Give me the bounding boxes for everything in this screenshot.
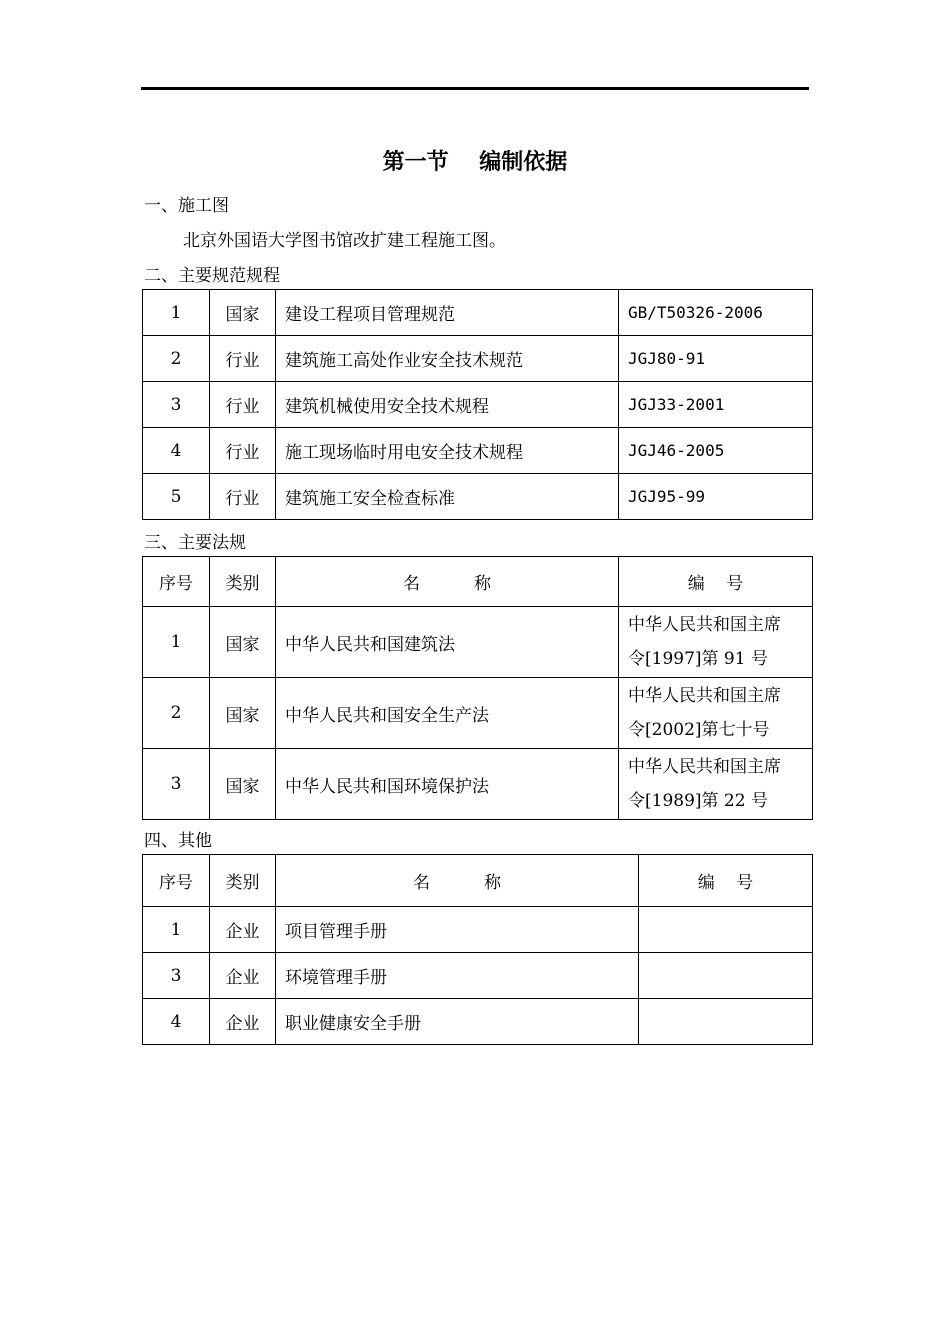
row-code xyxy=(619,749,813,820)
drawings-text: 北京外国语大学图书馆改扩建工程施工图。 xyxy=(183,231,506,251)
row-code-line1: 中华人民共和国主席 xyxy=(628,686,781,706)
table-row xyxy=(143,382,813,428)
header-rule xyxy=(141,87,809,90)
row-code: GB/T50326-2006 xyxy=(619,290,813,336)
row-number: 2 xyxy=(143,678,210,749)
row-number: 4 xyxy=(143,999,210,1045)
row-category: 国家 xyxy=(210,290,276,336)
row-code xyxy=(619,678,813,749)
row-name: 建筑机械使用安全技术规程 xyxy=(276,382,619,428)
row-code xyxy=(619,607,813,678)
table-row xyxy=(143,290,813,336)
header-category: 类别 xyxy=(210,855,276,907)
row-name: 环境管理手册 xyxy=(276,953,639,999)
header-name: 名 称 xyxy=(276,855,639,907)
row-number: 4 xyxy=(143,428,210,474)
row-category: 行业 xyxy=(210,336,276,382)
row-name: 建设工程项目管理规范 xyxy=(276,290,619,336)
regulations-table xyxy=(142,556,813,820)
row-category: 国家 xyxy=(210,749,276,820)
others-table xyxy=(142,854,813,1045)
header-number: 序号 xyxy=(143,557,210,607)
row-category: 企业 xyxy=(210,999,276,1045)
table-row xyxy=(143,678,813,749)
row-category: 企业 xyxy=(210,953,276,999)
table-row xyxy=(143,907,813,953)
row-number: 1 xyxy=(143,607,210,678)
section-heading-drawings: 一、施工图 xyxy=(144,196,229,216)
header-name: 名 称 xyxy=(276,557,619,607)
row-code-line2: 令[2002]第七十号 xyxy=(628,720,770,740)
row-number: 1 xyxy=(143,907,210,953)
row-name: 中华人民共和国建筑法 xyxy=(276,607,619,678)
row-name: 建筑施工安全检查标准 xyxy=(276,474,619,520)
row-number: 3 xyxy=(143,382,210,428)
header-code: 编 号 xyxy=(639,855,813,907)
row-code-line1: 中华人民共和国主席 xyxy=(628,757,781,777)
standards-table xyxy=(142,289,813,520)
row-category: 国家 xyxy=(210,678,276,749)
table-row xyxy=(143,749,813,820)
row-category: 企业 xyxy=(210,907,276,953)
header-category: 类别 xyxy=(210,557,276,607)
row-category: 行业 xyxy=(210,428,276,474)
row-code-line2: 令[1997]第 91 号 xyxy=(628,649,768,669)
table-header-row xyxy=(143,557,813,607)
row-code-line1: 中华人民共和国主席 xyxy=(628,615,781,635)
row-name: 中华人民共和国安全生产法 xyxy=(276,678,619,749)
row-code: JGJ95-99 xyxy=(619,474,813,520)
row-code-line2: 令[1989]第 22 号 xyxy=(628,791,768,811)
header-number: 序号 xyxy=(143,855,210,907)
row-code xyxy=(639,999,813,1045)
row-name: 建筑施工高处作业安全技术规范 xyxy=(276,336,619,382)
table-row xyxy=(143,999,813,1045)
section-heading-others: 四、其他 xyxy=(144,831,212,851)
row-number: 2 xyxy=(143,336,210,382)
table-row xyxy=(143,607,813,678)
row-category: 行业 xyxy=(210,474,276,520)
table-row xyxy=(143,953,813,999)
row-code xyxy=(639,907,813,953)
row-code: JGJ46-2005 xyxy=(619,428,813,474)
row-number: 5 xyxy=(143,474,210,520)
table-row xyxy=(143,428,813,474)
row-category: 行业 xyxy=(210,382,276,428)
row-name: 中华人民共和国环境保护法 xyxy=(276,749,619,820)
table-header-row xyxy=(143,855,813,907)
table-row xyxy=(143,474,813,520)
row-code xyxy=(639,953,813,999)
row-category: 国家 xyxy=(210,607,276,678)
section-heading-regulations: 三、主要法规 xyxy=(144,533,246,553)
row-name: 职业健康安全手册 xyxy=(276,999,639,1045)
page-title: 第一节 编制依据 xyxy=(382,149,568,175)
row-code: JGJ33-2001 xyxy=(619,382,813,428)
table-row xyxy=(143,336,813,382)
row-name: 施工现场临时用电安全技术规程 xyxy=(276,428,619,474)
row-code: JGJ80-91 xyxy=(619,336,813,382)
row-name: 项目管理手册 xyxy=(276,907,639,953)
section-heading-standards: 二、主要规范规程 xyxy=(144,266,280,286)
row-number: 1 xyxy=(143,290,210,336)
row-number: 3 xyxy=(143,953,210,999)
header-code: 编 号 xyxy=(619,557,813,607)
row-number: 3 xyxy=(143,749,210,820)
